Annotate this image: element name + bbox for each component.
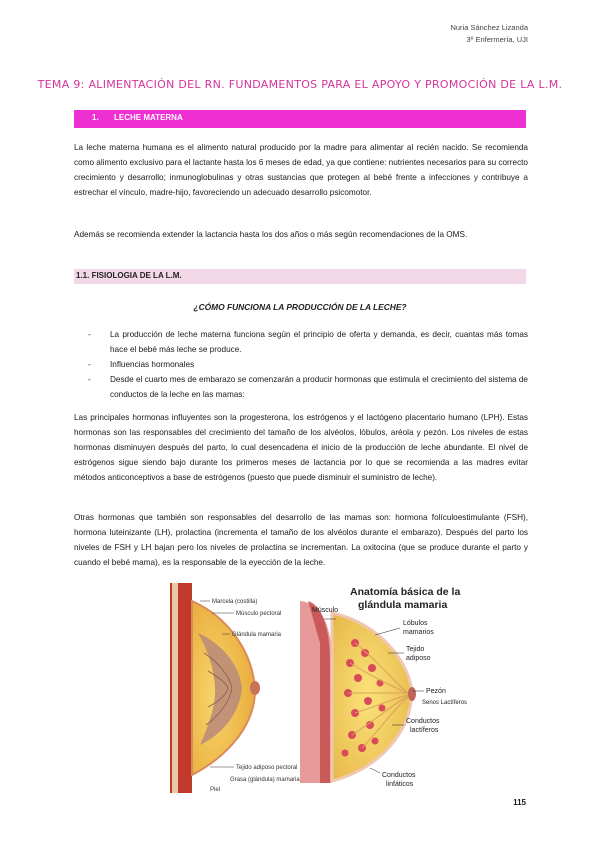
bullet-text: Influencias hormonales	[110, 360, 195, 369]
label-grasa: Grasa (glándula) mamaria	[230, 777, 300, 783]
nipple-shape	[408, 687, 416, 701]
anatomy-title-line1: Anatomía básica de la	[350, 586, 461, 598]
label-conductos-2: lactíferos	[410, 727, 439, 734]
label-tejido-2: adiposo	[406, 655, 431, 662]
label-pezon: Pezón	[426, 688, 446, 695]
list-item	[88, 372, 528, 402]
section-number: 1.	[92, 113, 99, 122]
label-glandula: Glándula mamaria	[232, 632, 282, 638]
list-item	[88, 327, 528, 357]
author-course: 3º Enfermería, UJI	[466, 35, 528, 44]
label-linfaticos-2: linfáticos	[386, 781, 414, 788]
bullet-dash: -	[88, 375, 91, 384]
section-heading-leche-materna	[74, 110, 526, 128]
bullet-text: La producción de leche materna funciona según el principio de oferta y demanda, es decir, cuantas más tomas hace el bebé más leche se produce.	[110, 330, 528, 354]
label-musculo-pectoral: Músculo pectoral	[236, 611, 282, 617]
anatomy-svg	[300, 583, 480, 793]
label-tejido-pectoral: Tejido adiposo pectoral	[236, 765, 298, 771]
label-tejido-1: Tejido	[406, 646, 425, 653]
label-piel: Piel	[210, 787, 221, 793]
other-hormones-paragraph: Otras hormonas que también son responsables del desarrollo de las mamas son: hormona folículoestimulante (FSH), hormona luteinizante (LH), prolactina (incrementa el tamaño de los alvéolos durante el embarazo). Después del parto los niveles de FSH y LH bajan pero los niveles de prolactina se incrementan. La oxitocina (que se produce durante el parto y cuando el bebé mama), es la responsable de la eyección de la leche.	[74, 513, 528, 567]
section-title: LECHE MATERNA	[114, 113, 183, 122]
author-name: Nuria Sánchez Lizanda	[450, 23, 528, 32]
question-heading: ¿CÓMO FUNCIONA LA PRODUCCIÓN DE LA LECHE?	[193, 302, 407, 312]
intro-paragraph: La leche materna humana es el alimento natural producido por la madre para alimentar al recién nacido. Se recomienda como alimento exclusivo para el lactante hasta los 6 meses de edad, ya que contiene: nutrientes necesarios para su correcto crecimiento y desarrollo; inmunoglobulinas y otras sustancias que protegen al bebé frente a infecciones y contribuye a estrechar el vínculo, madre-hijo, favoreciendo un adecuado desarrollo psicomotor.	[74, 143, 528, 197]
label-costilla: Marcela (costilla)	[212, 599, 258, 605]
bullet-dash: -	[88, 330, 91, 339]
anatomy-title-line2: glándula mamaria	[358, 599, 448, 611]
bullet-list	[88, 327, 528, 402]
label-lobulos-2: mamarios	[403, 629, 434, 636]
label-lobulos-1: Lóbulos	[403, 620, 428, 627]
bullet-text: Desde el cuarto mes de embarazo se comenzarán a producir hormonas que estimula el crecimiento del sistema de conductos de la leche en las mamas:	[110, 375, 528, 399]
breast-section-labels	[170, 583, 300, 793]
subsection-heading-fisiologia	[74, 269, 526, 284]
author-header	[450, 22, 528, 46]
oms-paragraph: Además se recomienda extender la lactancia hasta los dos años o más según recomendaciones de la OMS.	[74, 230, 468, 239]
topic-title: TEMA 9: ALIMENTACIÓN DEL RN. FUNDAMENTOS PARA EL APOYO Y PROMOCIÓN DE LA L.M.	[37, 78, 563, 91]
label-musculo: Músculo	[312, 607, 339, 614]
hormones-paragraph: Las principales hormonas influyentes son la progesterona, los estrógenos y el lactógeno placentario humano (LPH). Estas hormonas son las responsables del crecimiento del tamaño de los alvéolos, lóbulos, aréola y pezón. Los niveles de estas hormonas disminuyen después del parto, lo cual desencadena el inicio de la producción de leche abundante. El nivel de estrógenos sigue siendo bajo durante los primeros meses de lactancia por lo que se recomienda a las madres evitar métodos anticonceptivos a base de estrógenos (puesto que puede disminuir el suministro de leche).	[74, 413, 528, 482]
label-linfaticos-1: Conductos	[382, 772, 416, 779]
label-conductos-1: Conductos	[406, 718, 440, 725]
anatomy-illustration	[300, 583, 480, 793]
page-number: 115	[513, 798, 526, 807]
subsection-title: 1.1. FISIOLOGIA DE LA L.M.	[76, 271, 182, 280]
bullet-dash: -	[88, 360, 91, 369]
label-senos: Senos Lactíferos	[422, 700, 468, 706]
list-item	[88, 357, 528, 372]
